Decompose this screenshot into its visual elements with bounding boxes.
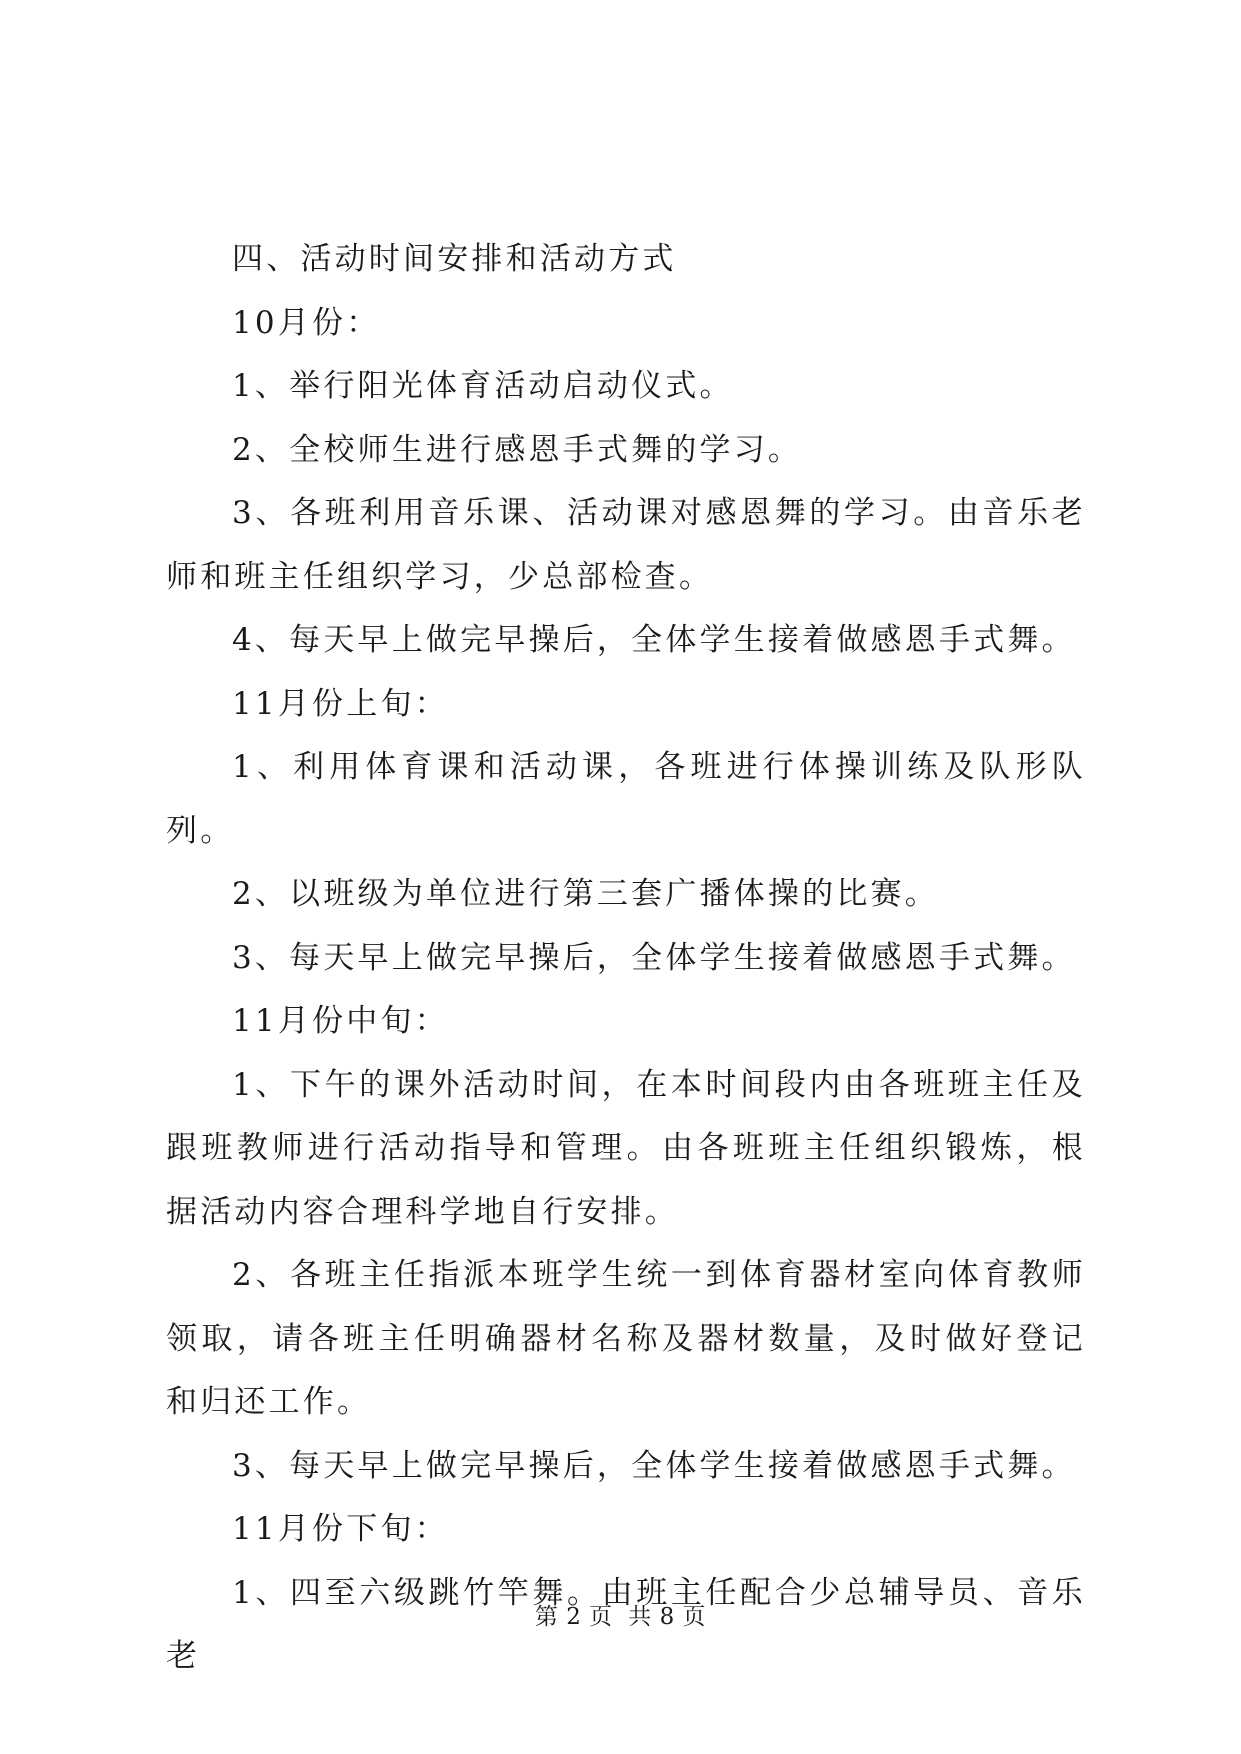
list-item: 3、每天早上做完早操后，全体学生接着做感恩手式舞。 (232, 1447, 1076, 1484)
month-heading-november-late: 11月份下旬： (232, 1511, 449, 1547)
page-number: 第 2 页 共 8 页 (534, 1604, 707, 1630)
month-heading-october: 10月份： (232, 304, 381, 341)
list-item: 2、全校师生进行感恩手式舞的学习。 (232, 431, 803, 468)
list-item: 1、举行阳光体育活动启动仪式。 (232, 368, 734, 404)
list-item: 1、利用体育课和活动课，各班进行体操训练及队形队列。 (166, 749, 1086, 849)
document-body (166, 228, 1086, 1689)
list-item: 2、各班主任指派本班学生统一到体育器材室向体育教师领取，请各班主任明确器材名称及器材数量，及时做好登记和归还工作。 (166, 1257, 1086, 1420)
month-heading-november-early: 11月份上旬： (232, 685, 449, 722)
list-item: 1、四至六级跳竹竿舞。由班主任配合少总辅导员、音乐老 (166, 1574, 1086, 1674)
list-item: 1、下午的课外活动时间，在本时间段内由各班班主任及跟班教师进行活动指导和管理。由各班班主任组织锻炼，根据活动内容合理科学地自行安排。 (166, 1066, 1086, 1230)
page-footer (0, 1602, 1241, 1632)
list-item: 3、各班利用音乐课、活动课对感恩舞的学习。由音乐老师和班主任组织学习，少总部检查。 (166, 495, 1086, 595)
list-item: 2、以班级为单位进行第三套广播体操的比赛。 (232, 876, 939, 912)
month-heading-november-mid: 11月份中旬： (232, 1003, 449, 1039)
list-item: 4、每天早上做完早操后，全体学生接着做感恩手式舞。 (232, 622, 1076, 658)
list-item: 3、每天早上做完早操后，全体学生接着做感恩手式舞。 (232, 939, 1076, 976)
section-heading: 四、活动时间安排和活动方式 (232, 241, 677, 277)
